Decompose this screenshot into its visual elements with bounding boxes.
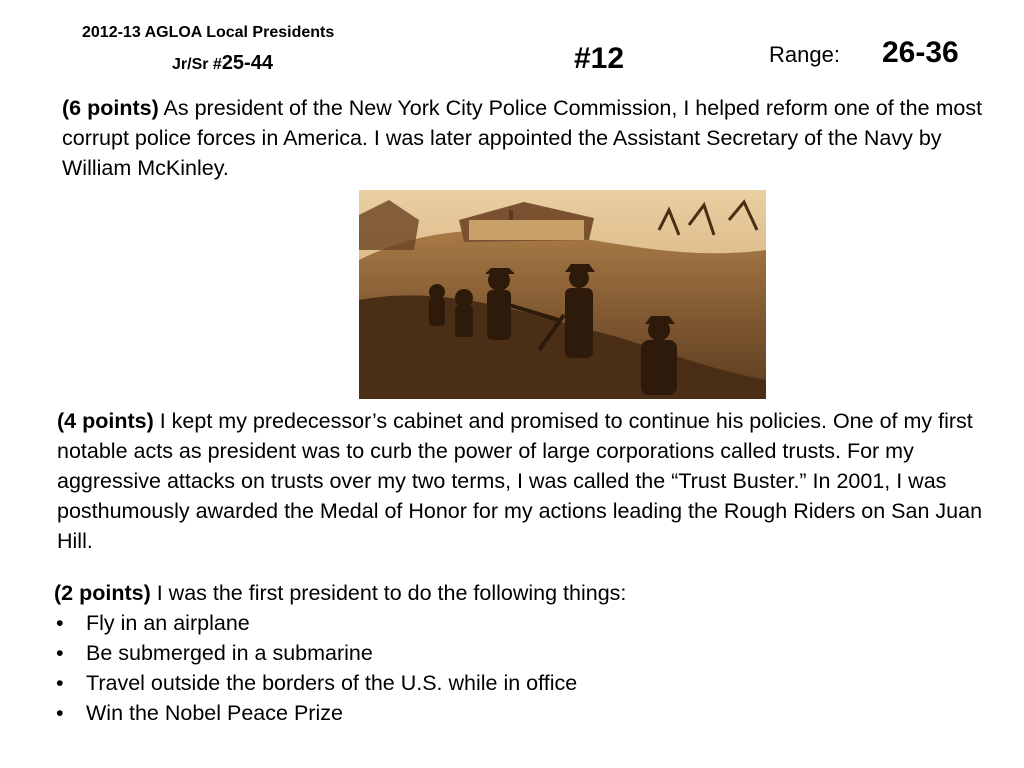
clue-intro	[54, 578, 984, 608]
list-item-text: Be submerged in a submarine	[86, 641, 373, 665]
range-label: Range:	[769, 42, 840, 67]
bullet-icon: •	[56, 611, 64, 635]
clue-4-points	[57, 406, 987, 556]
list-item	[54, 638, 984, 668]
list-item	[54, 698, 984, 728]
clue-points-label: (6 points)	[62, 96, 159, 120]
list-item	[54, 668, 984, 698]
header-sub-number: 25-44	[221, 52, 273, 74]
firsts-list	[54, 608, 984, 728]
bullet-icon: •	[56, 641, 64, 665]
rough-riders-trench-photo	[359, 190, 766, 399]
bullet-icon: •	[56, 701, 64, 725]
question-number: #12	[574, 42, 625, 75]
clue-points-label: (4 points)	[57, 409, 154, 433]
clue-text: I was the first president to do the following things:	[150, 581, 627, 605]
clue-text: As president of the New York City Police Commission, I helped reform one of the most corrupt police forces in America. I was later appointed the Assistant Secretary of the Navy by William McKinley.	[62, 96, 983, 180]
header-title: 2012-13 AGLOA Local Presidents	[82, 24, 335, 41]
bullet-icon: •	[56, 671, 64, 695]
list-item	[54, 608, 984, 638]
list-item-text: Fly in an airplane	[86, 611, 250, 635]
list-item-text: Travel outside the borders of the U.S. while in office	[86, 671, 578, 695]
list-item-text: Win the Nobel Peace Prize	[86, 701, 343, 725]
clue-points-label: (2 points)	[54, 581, 151, 605]
sepia-photo-illustration	[359, 190, 766, 399]
range-value: 26-36	[882, 36, 959, 69]
clue-text: I kept my predecessor’s cabinet and promised to continue his policies. One of my first notable acts as president was to curb the power of large corporations called trusts. For my aggressive attacks on trusts over my two terms, I was called the “Trust Buster.” In 2001, I was posthumously awarded the Medal of Honor for my actions leading the Rough Riders on San Juan Hill.	[57, 409, 983, 553]
header-sub-prefix: Jr/Sr #	[172, 56, 222, 73]
clue-6-points	[62, 93, 992, 183]
clue-2-points	[54, 578, 984, 728]
header-subtitle	[172, 52, 273, 75]
